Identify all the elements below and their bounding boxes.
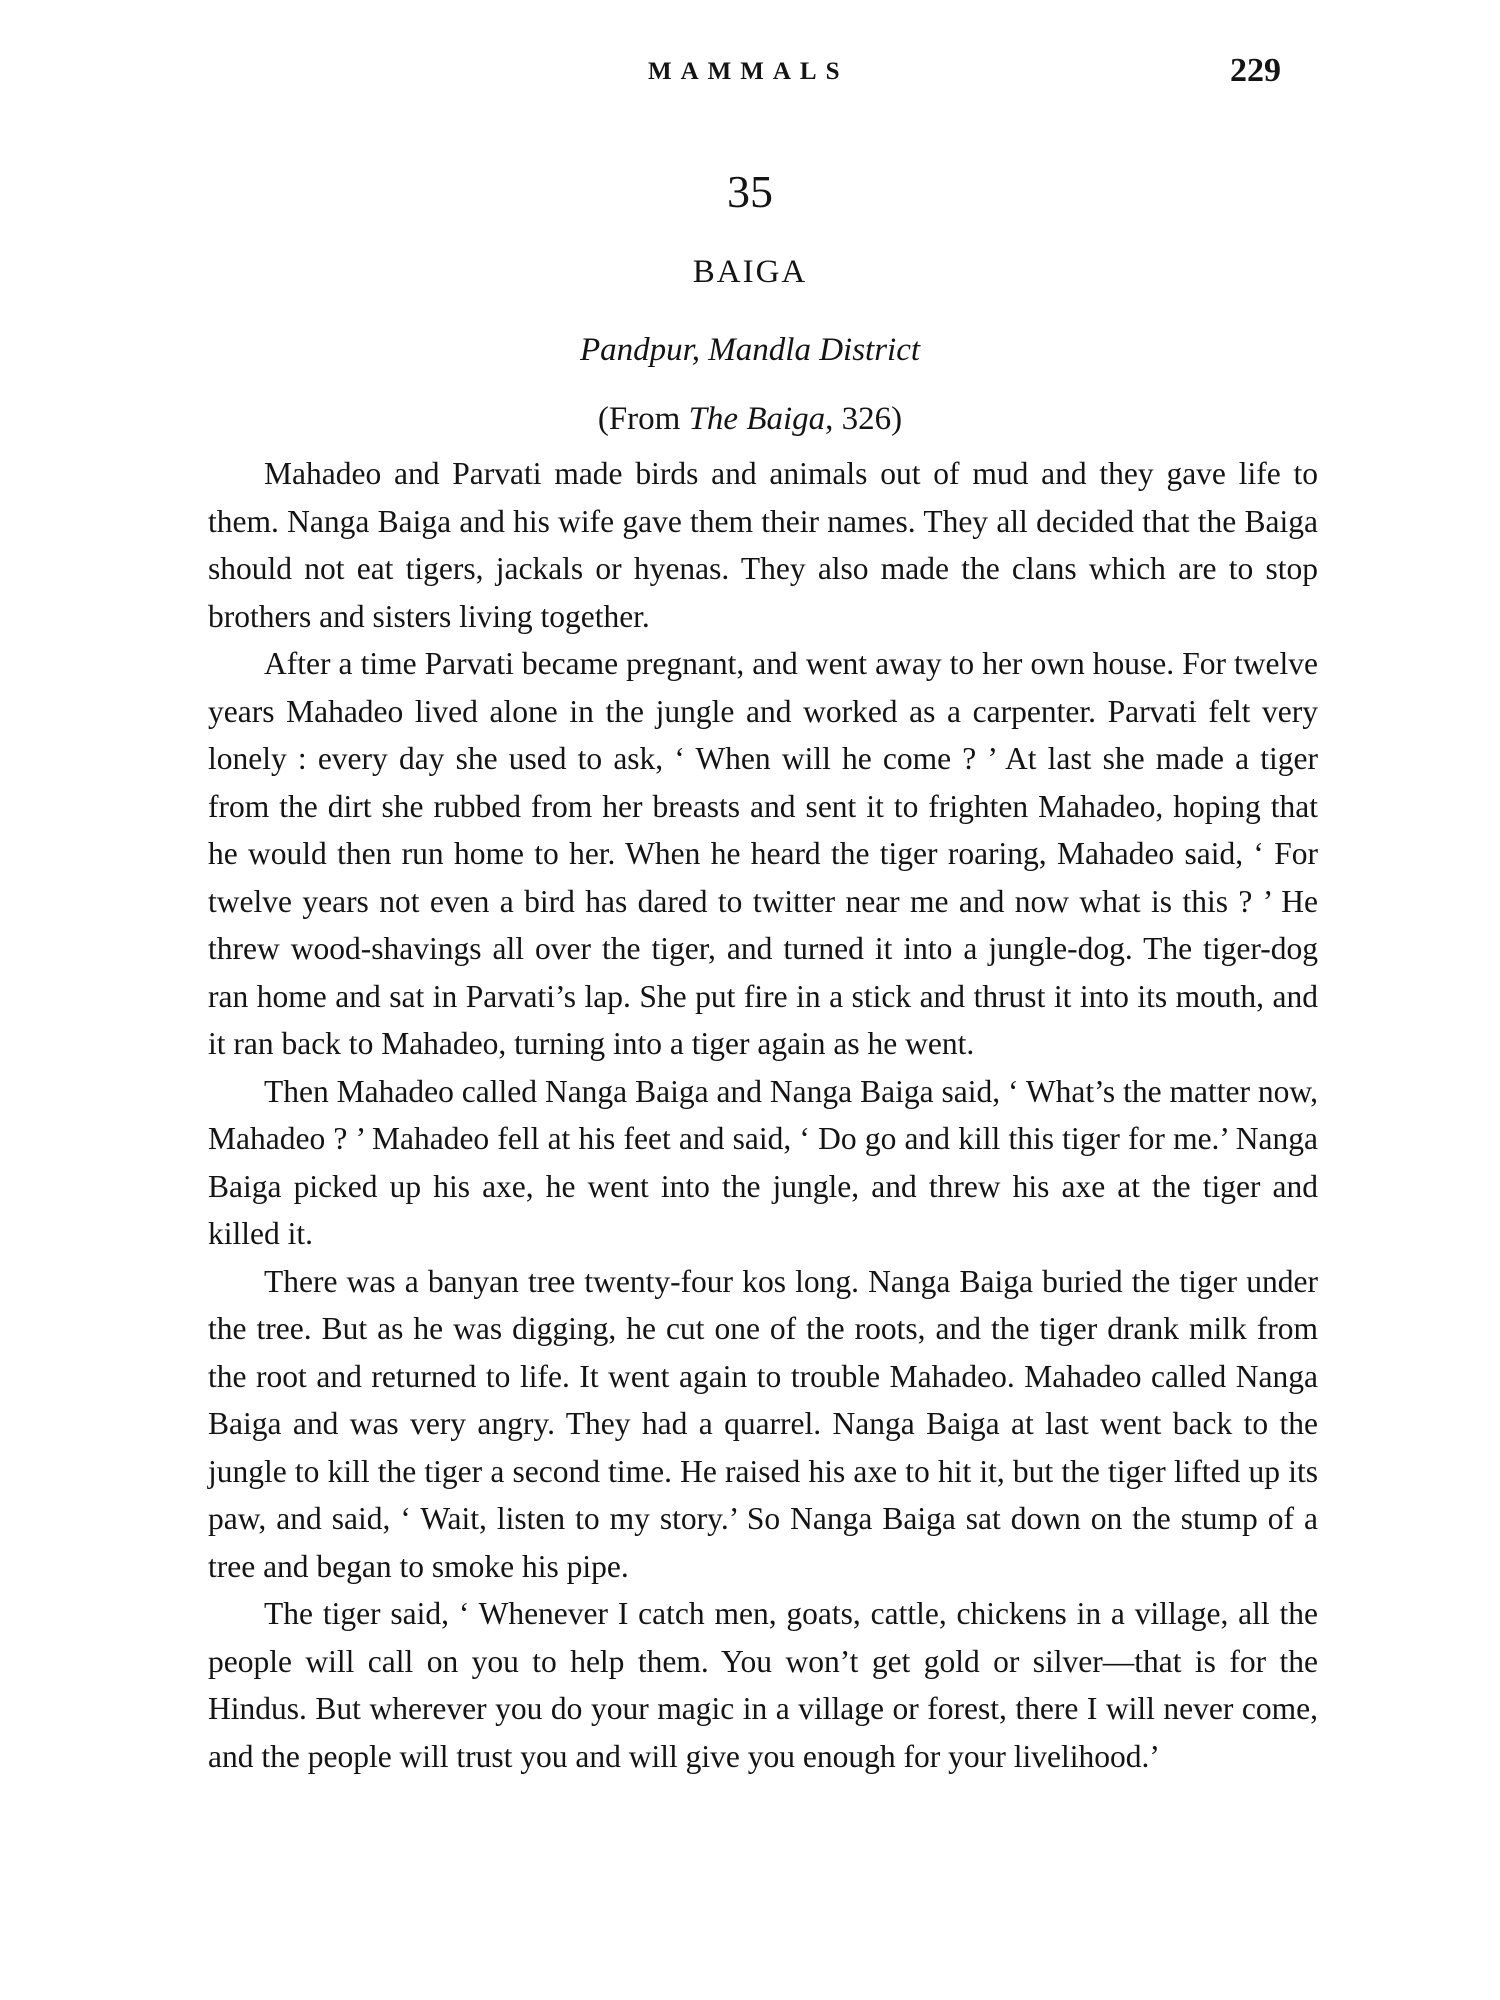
- paragraph: There was a banyan tree twenty-four kos long. Nanga Baiga buried the tiger under the tree. But as he was digging, he cut one of the roots, and the tiger drank milk from the root and returned to life. It went again to trouble Mahadeo. Mahadeo called Nanga Baiga and was very angry. They had a quarrel. Nanga Baiga at last went back to the jungle to kill the tiger a second time. He raised his axe to hit it, but the tiger lifted up its paw, and said, ‘ Wait, listen to my story.’ So Nanga Baiga sat down on the stump of a tree and began to smoke his pipe.: [208, 1263, 1318, 1584]
- location-line: Pandpur, Mandla District: [579, 332, 921, 368]
- paragraph: After a time Parvati became pregnant, and went away to her own house. For twelve years Mahadeo lived alone in the jungle and worked as a carpenter. Parvati felt very lonely : every day she used to ask, ‘ When will he come ? ’ At last she made a tiger from the dirt she rubbed from her breasts and sent it to frighten Mahadeo, hoping that he would then run home to her. When he heard the tiger roaring, Mahadeo said, ‘ For twelve years not even a bird has dared to twitter near me and now what is this ? ’ He threw wood-shavings all over the tiger, and turned it into a jungle-dog. The tiger-dog ran home and sat in Parvati’s lap. She put fire in a stick and thrust it into its mouth, and it ran back to Mahadeo, turning into a tiger again as he went.: [208, 646, 1318, 1061]
- chapter-number: 35: [727, 166, 773, 217]
- source-suffix: , 326): [825, 401, 903, 437]
- paragraph: The tiger said, ‘ Whenever I catch men, goats, cattle, chickens in a village, all the people will call on you to help them. You won’t get gold or silver—that is for the Hindus. But wherever you do your magic in a village or forest, there I will never come, and the people will trust you and will give you enough for your livelihood.’: [208, 1596, 1318, 1774]
- page-number: 229: [1230, 52, 1281, 89]
- source-title: The Baiga: [688, 401, 826, 437]
- source-citation: [450, 401, 1050, 438]
- running-title: MAMMALS: [648, 58, 849, 85]
- paragraph: Then Mahadeo called Nanga Baiga and Nanga Baiga said, ‘ What’s the matter now, Mahadeo ? ’ Mahadeo fell at his feet and said, ‘ Do go and kill this tiger for me.’ Nanga Baiga picked up his axe, he went into the jungle, and threw his axe at the tiger and killed it.: [208, 1073, 1318, 1251]
- body-text: [208, 450, 1318, 1780]
- source-prefix: (From: [597, 401, 689, 437]
- section-title: BAIGA: [692, 254, 808, 290]
- running-head: [0, 52, 1500, 92]
- paragraph: Mahadeo and Parvati made birds and animals out of mud and they gave life to them. Nanga Baiga and his wife gave them their names. They all decided that the Baiga should not eat tigers, jackals or hyenas. They also made the clans which are to stop brothers and sisters living together.: [208, 456, 1318, 634]
